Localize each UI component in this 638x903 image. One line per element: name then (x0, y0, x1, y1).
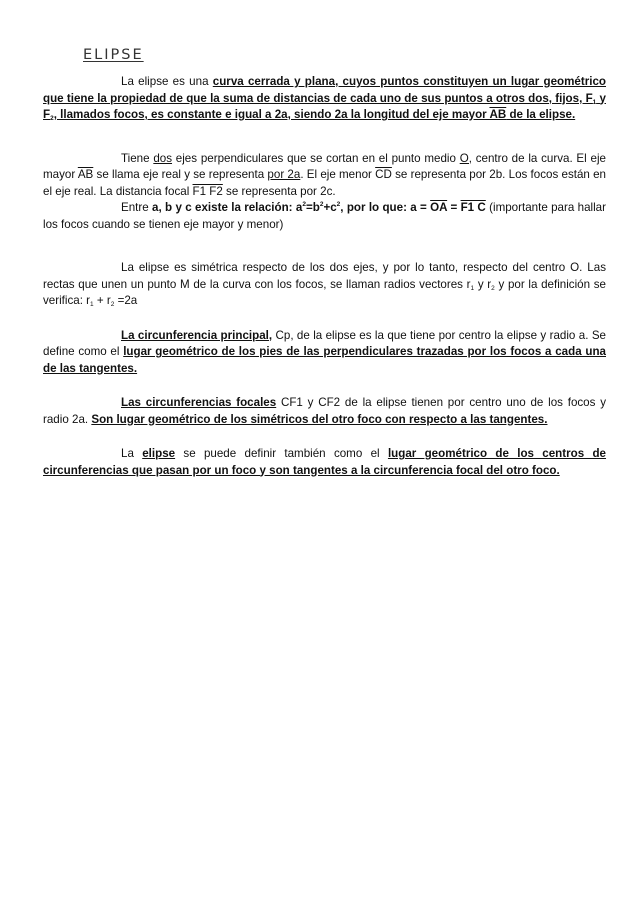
text: Entre (121, 201, 153, 214)
text: La elipse es una (121, 75, 213, 88)
segment-ab: $\overline{AB}$ (77, 168, 94, 181)
text: y F (43, 91, 606, 121)
superscript: 2 (319, 201, 324, 208)
text: La elipse es simétrica respecto de los dos ejes, y por lo tanto, respecto del centro O. Las rectas que unen un punto M de la curva con los focos, se llaman radios vectores r (43, 261, 606, 291)
text: CF1 y CF2 de la elipse tienen por centro uno de los focos y radio 2a. (43, 396, 606, 426)
subscript: 2 (491, 284, 495, 292)
emphasis-text: lugar geométrico de los centros de circunferencias que pasan por un foco y son tangentes a la circunferencia focal del otro foco. (43, 447, 607, 477)
underlined-text: dos (153, 151, 173, 165)
text: =b (305, 201, 320, 214)
text: Tiene (121, 151, 154, 165)
text: (importante para hallar los focos cuando se tienen eje mayor y menor) (43, 201, 606, 231)
paragraph-axes (43, 151, 606, 201)
subscript: 1 (470, 284, 475, 292)
subscript: 2 (110, 301, 115, 308)
superscript: 2 (302, 201, 306, 208)
text: +c (323, 201, 337, 214)
text: se representa por 2c. (222, 184, 336, 198)
text: a, b y c existe la relación: a (152, 201, 303, 214)
segment-oa: $\overline{OA}$ (430, 201, 448, 214)
subscript: 2 (50, 115, 54, 122)
text: y r (474, 277, 492, 291)
emphasis-text: lugar geométrico de los pies de las perpendiculares trazadas por los focos a cada una de las tangentes. (43, 345, 606, 375)
subscript: 1 (90, 301, 94, 308)
emphasis-text: Son lugar geométrico de los simétricos del otro foco con respecto a las tangentes. (91, 412, 548, 426)
segment-cd: $\overline{CD}$ (375, 168, 392, 181)
text: = (447, 201, 461, 214)
superscript: 2 (336, 201, 341, 208)
text: . El eje menor (300, 168, 376, 181)
text: , por lo que: a = (340, 201, 431, 214)
segment-ab: AB (489, 108, 507, 121)
paragraph-symmetry (43, 260, 606, 310)
text: y por la definición se verifica: r (43, 277, 606, 307)
document-title: ELIPSE (83, 47, 144, 63)
relation-formula (152, 201, 486, 214)
text: se representa por 2b. Los focos están en el eje real. La distancia focal (43, 168, 607, 198)
segment-f1c: F1 C (460, 201, 486, 214)
text: La (121, 447, 143, 460)
text: de la elipse. (506, 108, 576, 121)
text: se puede definir también como el (175, 447, 388, 460)
underlined-text: por 2a (267, 168, 301, 181)
text: , llamados focos, es constante e igual a 2a, siendo 2a la longitud del eje mayor (53, 108, 490, 121)
paragraph-focal-circles (43, 395, 606, 428)
segment-f1f2: F1 F2 (192, 184, 223, 198)
paragraph-principal-circle (43, 328, 606, 378)
text: Cp, de la elipse es la que tiene por centro la elipse y radio a. Se define como el (43, 328, 606, 358)
text: ejes perpendiculares que se cortan en el punto medio (172, 151, 460, 165)
paragraph-definition (43, 74, 606, 124)
text: centro de la curva. El eje mayor (43, 151, 606, 181)
text: curva cerrada y plana, cuyos puntos constituyen un lugar geométrico que tiene la propiedad de que la suma de distancias de cada uno de sus puntos a otros dos, fijos, F (43, 75, 606, 105)
text: + r (93, 294, 111, 307)
underlined-text: O, (459, 151, 472, 165)
section-heading: Las circunferencias focales (121, 396, 277, 409)
emphasis-text: elipse (142, 447, 176, 460)
subscript: 1 (592, 98, 597, 106)
section-heading: La circunferencia principal, (121, 328, 273, 342)
paragraph-relation (43, 200, 606, 233)
text: =2a (114, 294, 138, 307)
paragraph-alt-definition (43, 446, 606, 479)
text: se llama eje real y se representa (93, 168, 268, 181)
